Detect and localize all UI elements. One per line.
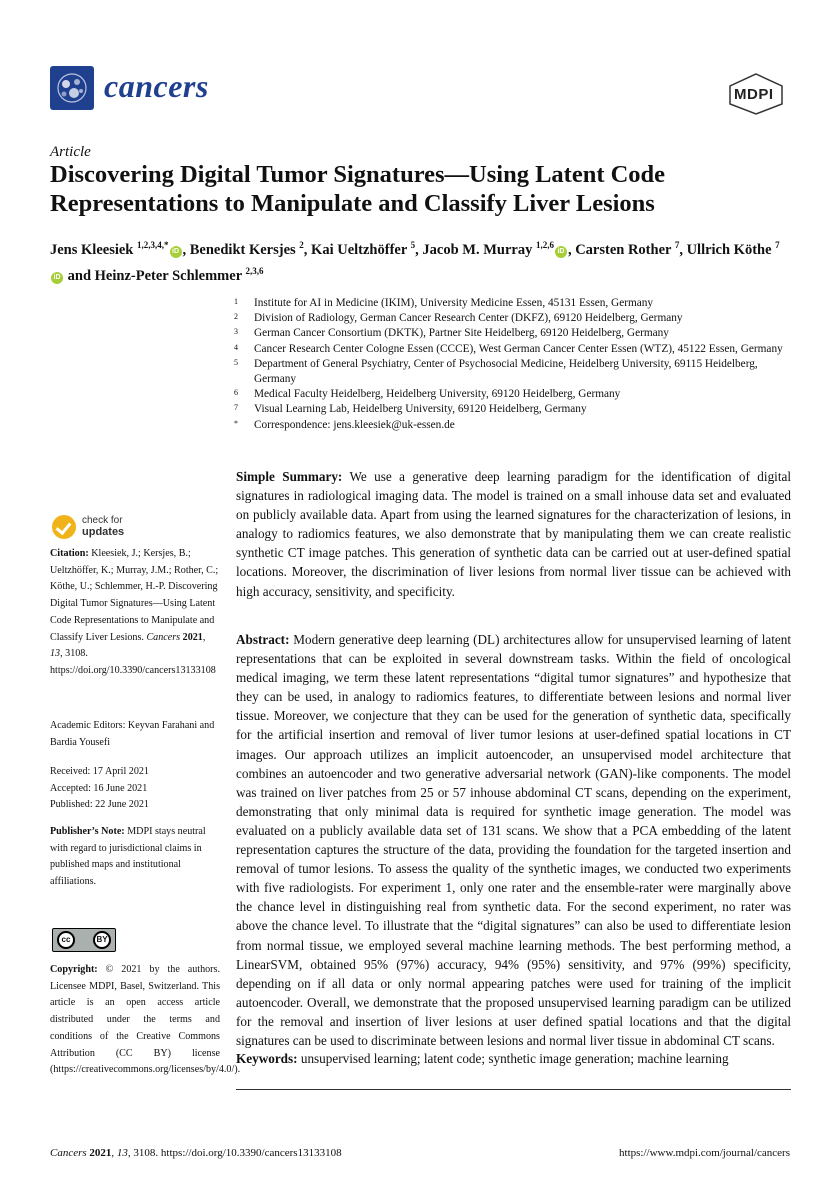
affiliation-number: 7 bbox=[234, 403, 238, 413]
cc-icon: cc bbox=[57, 931, 75, 949]
author-name: Jens Kleesiek bbox=[50, 241, 134, 258]
copyright-block bbox=[50, 962, 241, 1079]
check-for-updates-badge[interactable] bbox=[52, 513, 182, 543]
citation-volume: 13 bbox=[50, 648, 61, 660]
affiliation-text: Visual Learning Lab, Heidelberg University, 69120 Heidelberg, Germany bbox=[254, 403, 587, 416]
simple-summary-label: Simple Summary: bbox=[236, 469, 343, 484]
check-updates-icon bbox=[52, 515, 76, 539]
mdpi-logo-icon bbox=[726, 72, 786, 116]
affiliation-item bbox=[234, 387, 790, 402]
affiliation-number: * bbox=[234, 418, 238, 428]
by-icon: BY bbox=[93, 931, 111, 949]
received-date: Received: 17 April 2021 bbox=[50, 766, 149, 777]
dates-block bbox=[50, 764, 220, 814]
citation-label: Citation: bbox=[50, 548, 89, 559]
check-updates-line1: check for bbox=[82, 515, 123, 526]
journal-name: cancers bbox=[104, 68, 209, 104]
author-affiliation-marker: 2 bbox=[299, 240, 304, 250]
footer-citation: Cancers 2021, 13, 3108. https://doi.org/10.3390/cancers13133108 bbox=[50, 1147, 342, 1159]
citation-year: 2021 bbox=[182, 631, 203, 643]
affiliation-item bbox=[234, 296, 790, 311]
affiliation-list bbox=[234, 296, 790, 433]
affiliation-text: German Cancer Consortium (DKTK), Partner Site Heidelberg, 69120 Heidelberg, Germany bbox=[254, 327, 669, 340]
simple-summary-text: We use a generative deep learning paradigm for the identification of digital signatures in radiological imaging data. The model is trained on a small inhouse data set and evaluated on publicly available data. Apart from using the learned signatures for the characterization of lesions, in analogy to radiomics features, we also demonstrate that by manipulating them we can create realistic synthetic CT image patches. This generation of synthetic data can be carried out at user-defined spatial locations. Moreover, the discrimination of liver lesions from normal liver tissue can be achieved with high accuracy, sensitivity, and specificity. bbox=[236, 469, 792, 599]
affiliation-number: 3 bbox=[234, 327, 238, 337]
affiliation-item bbox=[234, 342, 790, 357]
accepted-date: Accepted: 16 June 2021 bbox=[50, 782, 148, 794]
affiliation-text: Department of General Psychiatry, Center of Psychosocial Medicine, Heidelberg University, 69115 Heidelberg, Germany bbox=[254, 357, 758, 386]
affiliation-item bbox=[234, 418, 790, 433]
footer-volume: 13 bbox=[116, 1147, 128, 1159]
citation-doi[interactable]: , 3108. https://doi.org/10.3390/cancers13133108 bbox=[50, 648, 216, 676]
affiliation-text: Medical Faculty Heidelberg, Heidelberg University, 69120 Heidelberg, Germany bbox=[254, 388, 621, 401]
author-affiliation-marker: 7 bbox=[775, 240, 780, 250]
author-name: Benedikt Kersjes bbox=[189, 241, 296, 258]
article-type: Article bbox=[50, 144, 91, 160]
keywords bbox=[236, 1049, 791, 1068]
affiliation-text: Division of Radiology, German Cancer Research Center (DKFZ), 69120 Heidelberg, Germany bbox=[254, 312, 683, 325]
affiliation-item bbox=[234, 357, 790, 387]
footer-journal-url[interactable]: https://www.mdpi.com/journal/cancers bbox=[619, 1147, 790, 1159]
copyright-label: Copyright: bbox=[50, 964, 98, 975]
publisher-note-label: Publisher’s Note: bbox=[50, 826, 125, 837]
published-date: Published: 22 June 2021 bbox=[50, 799, 149, 811]
journal-logo-icon bbox=[50, 66, 94, 110]
author-name: Heinz-Peter Schlemmer bbox=[94, 267, 242, 284]
publisher-note bbox=[50, 824, 220, 891]
affiliation-number: 2 bbox=[234, 312, 238, 322]
publisher-note-text: MDPI stays neutral with regard to jurisdictional claims in published maps and institutional affiliations. bbox=[50, 826, 206, 888]
orcid-icon[interactable]: iD bbox=[170, 246, 182, 258]
footer-journal: Cancers bbox=[50, 1147, 87, 1159]
paper-title: Discovering Digital Tumor Signatures—Using Latent Code Representations to Manipulate and Classify Liver Lesions bbox=[50, 161, 666, 217]
abstract-text: Modern generative deep learning (DL) architectures allow for unsupervised learning of latent representations that can be exploited in several downstream tasks. Within the field of oncological medical imaging, we term these latent representations “digital tumor signatures” and hypothesize that they can be used, in analogy to radiomics features, to differentiate between lesions and normal liver tissue. Moreover, we conjecture that they can be used for the generation of synthetic data, specifically for the artificial insertion and removal of liver tumor lesions at user-defined spatial locations in CT images. Our approach utilizes an implicit autoencoder, an unsupervised model architecture that combines an autoencoder and two generative adversarial network (GAN)-like components. The model was trained on liver patches from 25 or 57 inhouse abdominal CT scans, depending on the experiment, demonstrating that only minimal data is required for synthetic image generation. The model was evaluated on a publicly available data set of 131 scans. We show that a PCA embedding of the latent representation captures the structure of the data, providing the foundation for the targeted insertion and removal of tumor lesions. To assess the quality of the synthetic images, we conducted two experiments with five radiologists. For experiment 1, only one rater and the ensemble-rater were marginally above the chance level in distinguishing real from synthetic data. For the second experiment, no rater was above the chance level. To illustrate that the “digital signatures” can also be used to differentiate lesion from normal tissue, we employed several machine learning methods. The best performing method, a LinearSVM, obtained 95% (97%) accuracy, 94% (95%) sensitivity, and 97% (99%) specificity, depending on if all data or only normal appearing patches were used for training of the implicit autoencoder. Overall, we demonstrate that the proposed unsupervised learning paradigm can be utilized for the removal and insertion of liver lesions at user defined spatial locations and that the digital signatures can be used to discriminate between lesions and normal liver tissue in abdominal CT scans. bbox=[236, 632, 791, 1048]
affiliation-number: 6 bbox=[234, 388, 238, 398]
author-affiliation-marker: 2,3,6 bbox=[245, 265, 264, 276]
author-name: Carsten Rother bbox=[575, 241, 672, 258]
author-list: Jens Kleesiek $^{1,2,3,4,*}$iD , Benedikt Kersjes $^2$, Kai Ueltzhöffer $^5$, Jacob M. Murray $^{1,2,6}$iD , Carsten Rother $^7$, Ullrich Köthe $^7$iD and Heinz-Peter Schlemmer $^{2,3,6}$ bbox=[50, 240, 780, 284]
affiliation-item bbox=[234, 326, 790, 341]
publisher-name: MDPI bbox=[734, 86, 774, 103]
author-name: Kai Ueltzhöffer bbox=[311, 241, 408, 258]
affiliation-text: Cancer Research Center Cologne Essen (CCCE), West German Cancer Center Essen (WTZ), 45122 Essen, Germany bbox=[254, 342, 783, 355]
affiliation-item bbox=[234, 311, 790, 326]
footer-doi[interactable]: , 3108. https://doi.org/10.3390/cancers13133108 bbox=[127, 1147, 342, 1159]
footer-year: 2021 bbox=[89, 1147, 112, 1159]
author-affiliation-marker: 5 bbox=[410, 240, 416, 250]
author-affiliation-marker: 1,2,6 bbox=[535, 240, 554, 250]
author-affiliation-marker: 7 bbox=[674, 240, 680, 250]
affiliation-item bbox=[234, 402, 790, 417]
author-name: Jacob M. Murray bbox=[422, 241, 533, 258]
citation-block: Citation: Kleesiek, J.; Kersjes, B.; Ueltzhöffer, K.; Murray, J.M.; Rother, C.; Köthe, U.; Schlemmer, H.-P. Discovering Digital Tumor Signatures—Using Latent Code Representations to Manipulate and Classify Liver Lesions. Cancers 2021, 13, 3108. https://doi.org/10.3390/cancers13133108 bbox=[50, 548, 219, 676]
affiliation-number: 5 bbox=[234, 357, 238, 367]
copyright-text: © 2021 by the authors. Licensee MDPI, Basel, Switzerland. This article is an open access article distributed under the terms and conditions of the Creative Commons Attribution (CC BY) license (https://creativecommons.org/licenses/by/4.0/). bbox=[50, 964, 241, 1076]
journal-header bbox=[50, 66, 790, 116]
abstract bbox=[236, 630, 791, 1050]
check-updates-line2: updates bbox=[82, 526, 125, 538]
academic-editors: Academic Editors: Keyvan Farahani and Bardia Yousefi bbox=[50, 720, 215, 748]
citation-text: Kleesiek, J.; Kersjes, B.; Ueltzhöffer, K.; Murray, J.M.; Rother, C.; Köthe, U.; Schlemmer, H.-P. Discovering Digital Tumor Signatures—Using Latent Code Representations to Manipulate and Classify Liver Lesions. bbox=[50, 548, 219, 643]
affiliation-text: Correspondence: jens.kleesiek@uk-essen.de bbox=[254, 418, 455, 431]
citation-journal: Cancers bbox=[146, 631, 181, 643]
author-name: Ullrich Köthe bbox=[686, 241, 772, 258]
orcid-icon[interactable]: iD bbox=[555, 246, 567, 258]
orcid-icon[interactable]: iD bbox=[51, 272, 63, 284]
abstract-label: Abstract: bbox=[236, 632, 290, 647]
keywords-text: unsupervised learning; latent code; synthetic image generation; machine learning bbox=[300, 1051, 729, 1066]
affiliation-text: Institute for AI in Medicine (IKIM), University Medicine Essen, 45131 Essen, Germany bbox=[254, 297, 654, 309]
affiliation-number: 4 bbox=[234, 342, 238, 352]
author-affiliation-marker: 1,2,3,4,* bbox=[137, 240, 169, 250]
simple-summary bbox=[236, 467, 791, 601]
keywords-label: Keywords: bbox=[236, 1051, 298, 1066]
section-divider bbox=[236, 1089, 791, 1090]
cc-by-license-icon[interactable] bbox=[52, 928, 116, 952]
affiliation-number: 1 bbox=[234, 297, 238, 306]
